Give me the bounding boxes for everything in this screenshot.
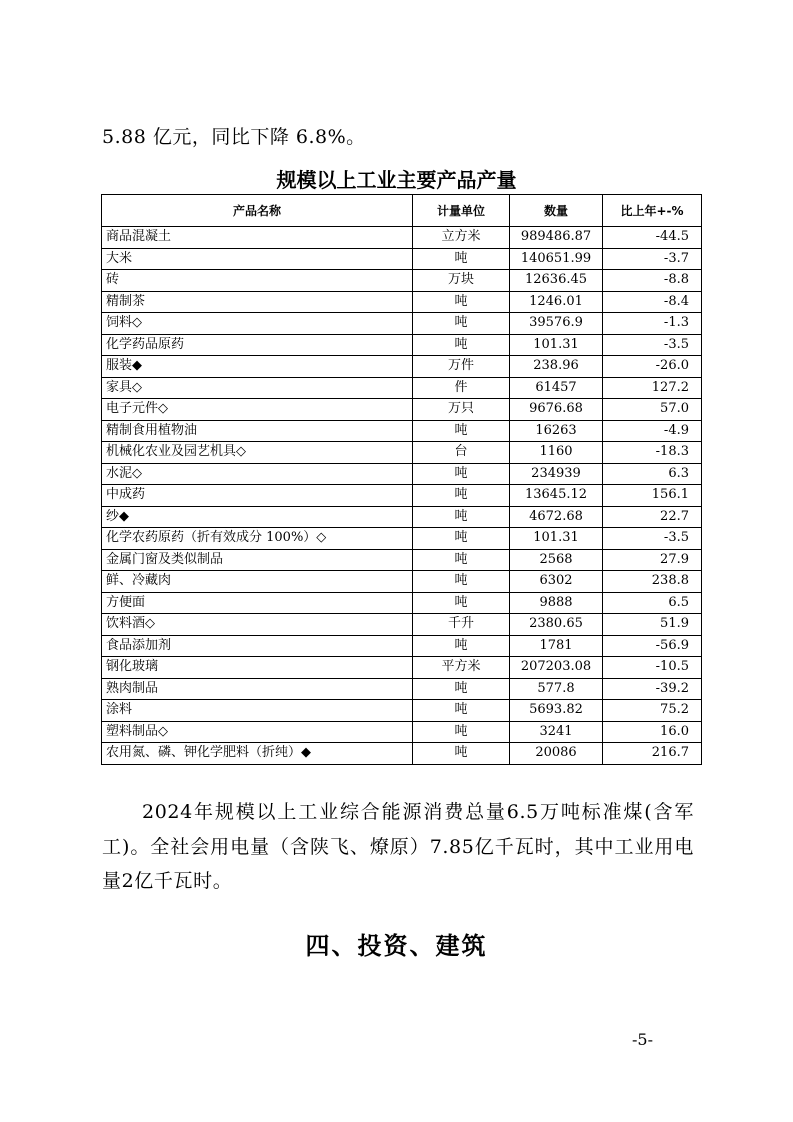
cell-change: -26.0 xyxy=(603,356,702,378)
cell-change: 6.5 xyxy=(603,592,702,614)
cell-product-name: 水泥◇ xyxy=(102,463,413,485)
cell-unit: 万只 xyxy=(413,399,510,421)
cell-unit: 吨 xyxy=(413,743,510,765)
table-row xyxy=(102,549,702,571)
cell-product-name: 机械化农业及园艺机具◇ xyxy=(102,442,413,464)
cell-unit: 吨 xyxy=(413,313,510,335)
cell-unit: 吨 xyxy=(413,506,510,528)
table-row xyxy=(102,592,702,614)
cell-unit: 吨 xyxy=(413,678,510,700)
table-row xyxy=(102,270,702,292)
cell-product-name: 精制茶 xyxy=(102,291,413,313)
cell-unit: 吨 xyxy=(413,420,510,442)
cell-change: 127.2 xyxy=(603,377,702,399)
cell-unit: 台 xyxy=(413,442,510,464)
cell-change: 22.7 xyxy=(603,506,702,528)
cell-product-name: 服装◆ xyxy=(102,356,413,378)
table-row xyxy=(102,377,702,399)
cell-change: 57.0 xyxy=(603,399,702,421)
cell-quantity: 16263 xyxy=(510,420,603,442)
cell-change: 16.0 xyxy=(603,721,702,743)
cell-change: -3.5 xyxy=(603,528,702,550)
cell-product-name: 食品添加剂 xyxy=(102,635,413,657)
cell-quantity: 13645.12 xyxy=(510,485,603,507)
cell-quantity: 12636.45 xyxy=(510,270,603,292)
cell-change: -1.3 xyxy=(603,313,702,335)
cell-quantity: 101.31 xyxy=(510,528,603,550)
table-row xyxy=(102,571,702,593)
cell-quantity: 5693.82 xyxy=(510,700,603,722)
cell-quantity: 234939 xyxy=(510,463,603,485)
cell-unit: 立方米 xyxy=(413,227,510,249)
page-number: -5- xyxy=(632,1030,653,1049)
cell-unit: 吨 xyxy=(413,463,510,485)
products-table xyxy=(101,194,702,765)
cell-quantity: 61457 xyxy=(510,377,603,399)
cell-change: -4.9 xyxy=(603,420,702,442)
cell-unit: 平方米 xyxy=(413,657,510,679)
cell-unit: 吨 xyxy=(413,721,510,743)
cell-product-name: 饮料酒◇ xyxy=(102,614,413,636)
cell-product-name: 钢化玻璃 xyxy=(102,657,413,679)
table-row xyxy=(102,420,702,442)
cell-unit: 吨 xyxy=(413,549,510,571)
cell-quantity: 1781 xyxy=(510,635,603,657)
cell-quantity: 140651.99 xyxy=(510,248,603,270)
table-row xyxy=(102,614,702,636)
cell-unit: 吨 xyxy=(413,248,510,270)
cell-product-name: 饲料◇ xyxy=(102,313,413,335)
cell-change: -3.7 xyxy=(603,248,702,270)
cell-product-name: 塑料制品◇ xyxy=(102,721,413,743)
table-row xyxy=(102,356,702,378)
table-row xyxy=(102,313,702,335)
cell-quantity: 1246.01 xyxy=(510,291,603,313)
table-row xyxy=(102,700,702,722)
cell-product-name: 精制食用植物油 xyxy=(102,420,413,442)
cell-change: 6.3 xyxy=(603,463,702,485)
cell-quantity: 101.31 xyxy=(510,334,603,356)
cell-change: -44.5 xyxy=(603,227,702,249)
cell-quantity: 238.96 xyxy=(510,356,603,378)
cell-quantity: 1160 xyxy=(510,442,603,464)
cell-unit: 千升 xyxy=(413,614,510,636)
table-header-row xyxy=(102,195,702,227)
cell-product-name: 大米 xyxy=(102,248,413,270)
cell-quantity: 207203.08 xyxy=(510,657,603,679)
cell-quantity: 2568 xyxy=(510,549,603,571)
cell-change: 216.7 xyxy=(603,743,702,765)
cell-change: -56.9 xyxy=(603,635,702,657)
cell-change: -8.8 xyxy=(603,270,702,292)
table-row xyxy=(102,248,702,270)
header-unit: 计量单位 xyxy=(413,195,510,227)
cell-unit: 吨 xyxy=(413,291,510,313)
cell-change: 27.9 xyxy=(603,549,702,571)
table-row xyxy=(102,721,702,743)
cell-unit: 吨 xyxy=(413,528,510,550)
cell-quantity: 3241 xyxy=(510,721,603,743)
table-row xyxy=(102,528,702,550)
cell-product-name: 纱◆ xyxy=(102,506,413,528)
table-row xyxy=(102,291,702,313)
table-row xyxy=(102,657,702,679)
cell-product-name: 商品混凝土 xyxy=(102,227,413,249)
cell-change: -39.2 xyxy=(603,678,702,700)
cell-quantity: 39576.9 xyxy=(510,313,603,335)
cell-quantity: 20086 xyxy=(510,743,603,765)
cell-product-name: 家具◇ xyxy=(102,377,413,399)
cell-product-name: 化学药品原药 xyxy=(102,334,413,356)
table-row xyxy=(102,506,702,528)
cell-change: 75.2 xyxy=(603,700,702,722)
table-row xyxy=(102,227,702,249)
table-row xyxy=(102,485,702,507)
section-heading: 四、投资、建筑 xyxy=(305,932,488,960)
cell-product-name: 方便面 xyxy=(102,592,413,614)
cell-product-name: 农用氮、磷、钾化学肥料（折纯）◆ xyxy=(102,743,413,765)
cell-product-name: 化学农药原药（折有效成分 100%）◇ xyxy=(102,528,413,550)
table-row xyxy=(102,743,702,765)
cell-change: -3.5 xyxy=(603,334,702,356)
cell-change: -8.4 xyxy=(603,291,702,313)
table-row xyxy=(102,463,702,485)
cell-product-name: 电子元件◇ xyxy=(102,399,413,421)
cell-change: 51.9 xyxy=(603,614,702,636)
table-row xyxy=(102,635,702,657)
header-name: 产品名称 xyxy=(102,195,413,227)
intro-line: 5.88 亿元，同比下降 6.8%。 xyxy=(102,126,366,148)
header-change: 比上年+-% xyxy=(603,195,702,227)
cell-change: -18.3 xyxy=(603,442,702,464)
cell-unit: 万块 xyxy=(413,270,510,292)
energy-paragraph: 2024年规模以上工业综合能源消费总量6.5万吨标准煤(含军工)。全社会用电量（含陕飞、燎原）7.85亿千瓦时，其中工业用电量2亿千瓦时。 xyxy=(102,801,694,892)
cell-quantity: 9888 xyxy=(510,592,603,614)
cell-unit: 吨 xyxy=(413,592,510,614)
cell-change: -10.5 xyxy=(603,657,702,679)
cell-unit: 万件 xyxy=(413,356,510,378)
table-body xyxy=(102,227,702,765)
cell-change: 156.1 xyxy=(603,485,702,507)
cell-quantity: 9676.68 xyxy=(510,399,603,421)
cell-unit: 件 xyxy=(413,377,510,399)
table-row xyxy=(102,442,702,464)
cell-product-name: 金属门窗及类似制品 xyxy=(102,549,413,571)
header-quantity: 数量 xyxy=(510,195,603,227)
cell-unit: 吨 xyxy=(413,485,510,507)
cell-unit: 吨 xyxy=(413,635,510,657)
cell-quantity: 4672.68 xyxy=(510,506,603,528)
table-row xyxy=(102,334,702,356)
cell-unit: 吨 xyxy=(413,571,510,593)
cell-quantity: 6302 xyxy=(510,571,603,593)
cell-product-name: 熟肉制品 xyxy=(102,678,413,700)
cell-product-name: 砖 xyxy=(102,270,413,292)
cell-quantity: 2380.65 xyxy=(510,614,603,636)
cell-unit: 吨 xyxy=(413,700,510,722)
cell-change: 238.8 xyxy=(603,571,702,593)
cell-quantity: 577.8 xyxy=(510,678,603,700)
cell-product-name: 鲜、冷藏肉 xyxy=(102,571,413,593)
table-title: 规模以上工业主要产品产量 xyxy=(276,168,517,192)
cell-unit: 吨 xyxy=(413,334,510,356)
cell-quantity: 989486.87 xyxy=(510,227,603,249)
table-row xyxy=(102,678,702,700)
cell-product-name: 中成药 xyxy=(102,485,413,507)
cell-product-name: 涂料 xyxy=(102,700,413,722)
table-row xyxy=(102,399,702,421)
